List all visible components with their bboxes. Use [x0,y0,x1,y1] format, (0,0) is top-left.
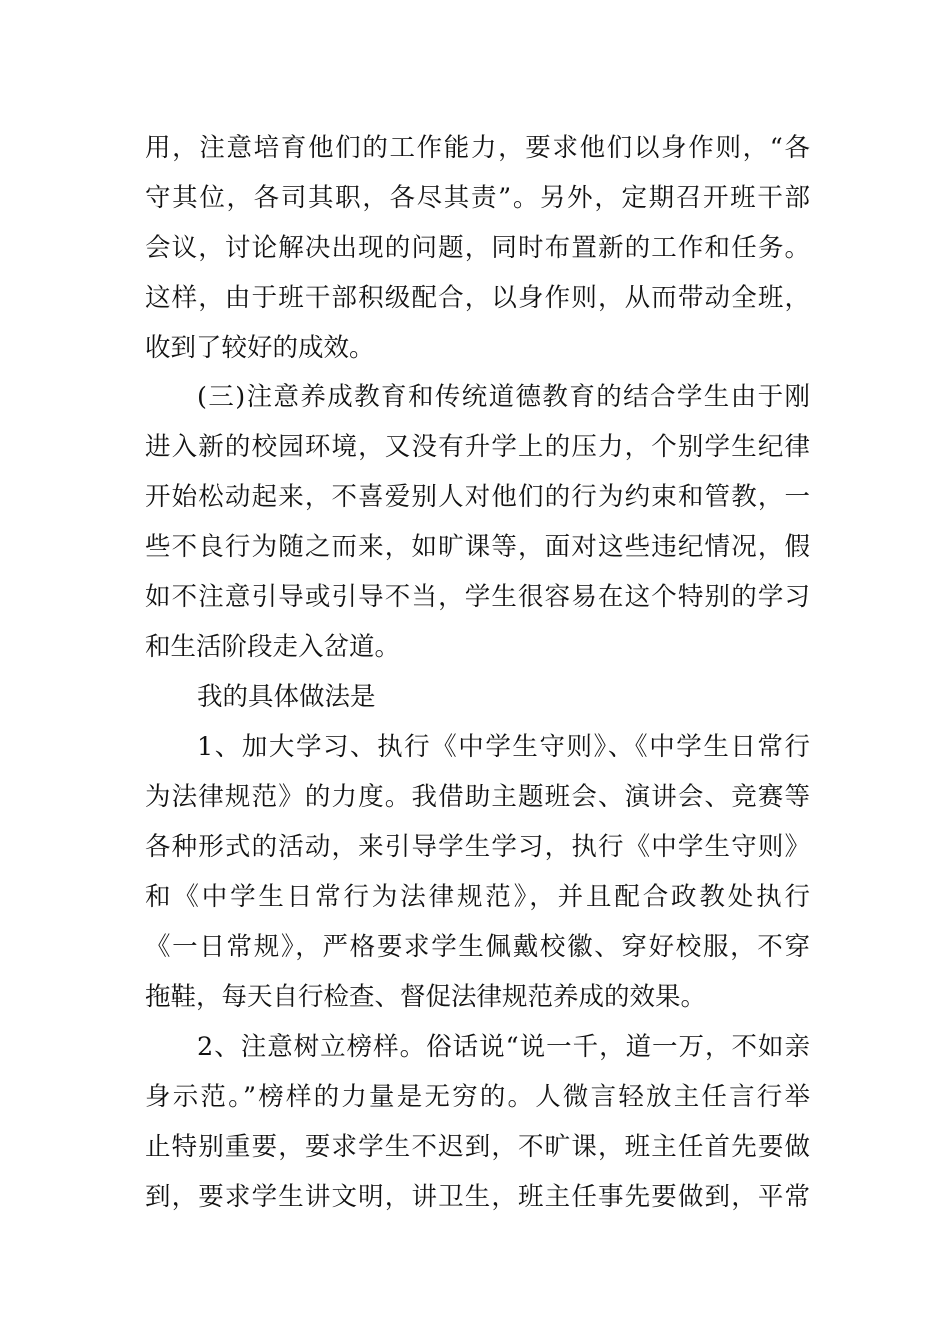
text-line: 到，要求学生讲文明，讲卫生，班主任事先要做到，平常 [145,1182,810,1212]
text-line: 进入新的校园环境，又没有升学上的压力，个别学生纪律 [145,432,810,462]
text-line: 身示范。”榜样的力量是无穷的。人微言轻放主任言行举 [145,1082,810,1112]
text-line: 为法律规范》的力度。我借助主题班会、演讲会、竞赛等 [145,782,810,812]
text-line: 2、注意树立榜样。俗话说“说一千，道一万，不如亲 [197,1032,810,1062]
text-line: 收到了较好的成效。 [145,333,375,363]
text-line: 这样，由于班干部积级配合，以身作则，从而带动全班， [145,283,810,313]
text-line: (三)注意养成教育和传统道德教育的结合学生由于刚 [197,382,810,412]
text-line: 我的具体做法是 [197,682,376,712]
text-line: 拖鞋，每天自行检查、督促法律规范养成的效果。 [145,982,707,1012]
text-line: 些不良行为随之而来，如旷课等，面对这些违纪情况，假 [145,532,810,562]
text-line: 1、加大学习、执行《中学生守则》、《中学生日常行 [197,732,810,762]
text-line: 和生活阶段走入岔道。 [145,632,401,662]
text-line: 会议，讨论解决出现的问题，同时布置新的工作和任务。 [145,233,810,263]
text-line: 各种形式的活动，来引导学生学习，执行《中学生守则》 [145,832,810,862]
text-line: 开始松动起来，不喜爱别人对他们的行为约束和管教，一 [145,482,810,512]
text-line: 用，注意培育他们的工作能力，要求他们以身作则，“各 [145,133,810,163]
text-line: 止特别重要，要求学生不迟到，不旷课，班主任首先要做 [145,1132,810,1162]
text-line: 和《中学生日常行为法律规范》，并且配合政教处执行 [145,882,810,912]
text-line: 守其位，各司其职，各尽其责”。另外，定期召开班干部 [145,183,810,213]
text-line: 《一日常规》，严格要求学生佩戴校徽、穿好校服，不穿 [145,932,810,962]
text-line: 如不注意引导或引导不当，学生很容易在这个特别的学习 [145,582,810,612]
